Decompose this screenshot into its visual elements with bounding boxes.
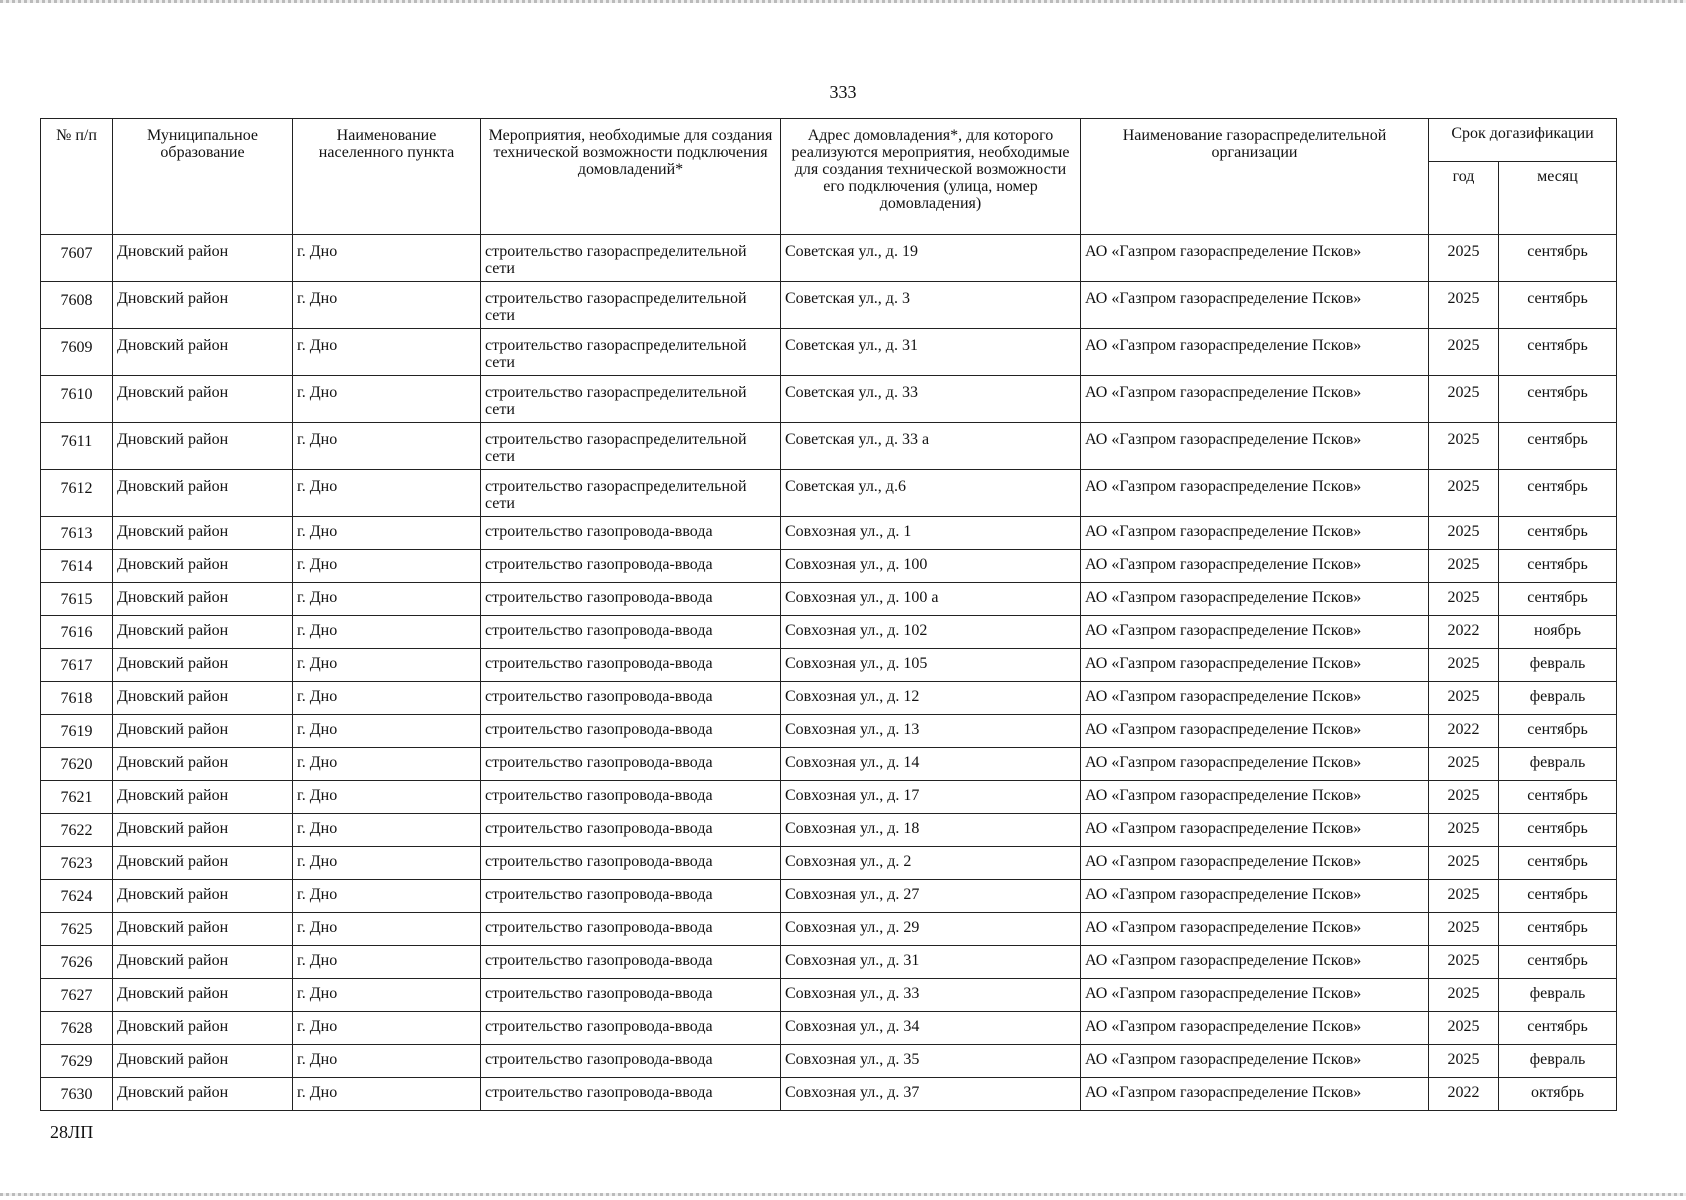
cell-address: Совхозная ул., д. 12 (781, 682, 1081, 715)
header-year: год (1429, 162, 1499, 235)
cell-month: октябрь (1499, 1078, 1617, 1111)
cell-year: 2025 (1429, 1012, 1499, 1045)
cell-municipality: Дновский район (113, 715, 293, 748)
cell-settlement: г. Дно (293, 781, 481, 814)
header-address: Адрес домовладения*, для которого реализуются мероприятия, необходимые для создания технической возможности его подключения (улица, номер домовладения) (781, 119, 1081, 235)
cell-num: 7621 (41, 781, 113, 814)
cell-measure: строительство газопровода-ввода (481, 880, 781, 913)
cell-year: 2025 (1429, 847, 1499, 880)
cell-organization: АО «Газпром газораспределение Псков» (1081, 649, 1429, 682)
cell-month: сентябрь (1499, 913, 1617, 946)
cell-organization: АО «Газпром газораспределение Псков» (1081, 1012, 1429, 1045)
cell-municipality: Дновский район (113, 748, 293, 781)
header-municipality: Муниципальное образование (113, 119, 293, 235)
cell-settlement: г. Дно (293, 470, 481, 517)
cell-municipality: Дновский район (113, 376, 293, 423)
cell-measure: строительство газопровода-ввода (481, 1045, 781, 1078)
table-row (41, 376, 1617, 423)
cell-month: сентябрь (1499, 550, 1617, 583)
cell-organization: АО «Газпром газораспределение Псков» (1081, 517, 1429, 550)
cell-municipality: Дновский район (113, 682, 293, 715)
cell-year: 2025 (1429, 880, 1499, 913)
table-row (41, 329, 1617, 376)
cell-organization: АО «Газпром газораспределение Псков» (1081, 748, 1429, 781)
cell-measure: строительство газопровода-ввода (481, 814, 781, 847)
cell-measure: строительство газопровода-ввода (481, 913, 781, 946)
cell-year: 2025 (1429, 682, 1499, 715)
cell-year: 2025 (1429, 649, 1499, 682)
cell-num: 7627 (41, 979, 113, 1012)
cell-month: сентябрь (1499, 235, 1617, 282)
cell-municipality: Дновский район (113, 329, 293, 376)
cell-num: 7624 (41, 880, 113, 913)
cell-address: Советская ул., д. 19 (781, 235, 1081, 282)
cell-organization: АО «Газпром газораспределение Псков» (1081, 682, 1429, 715)
cell-measure: строительство газораспределительной сети (481, 423, 781, 470)
cell-year: 2025 (1429, 550, 1499, 583)
cell-year: 2025 (1429, 470, 1499, 517)
cell-num: 7613 (41, 517, 113, 550)
cell-measure: строительство газораспределительной сети (481, 282, 781, 329)
cell-settlement: г. Дно (293, 583, 481, 616)
cell-num: 7618 (41, 682, 113, 715)
cell-year: 2025 (1429, 913, 1499, 946)
cell-month: сентябрь (1499, 715, 1617, 748)
cell-settlement: г. Дно (293, 550, 481, 583)
footer-code: 28ЛП (50, 1122, 94, 1142)
cell-measure: строительство газораспределительной сети (481, 329, 781, 376)
cell-municipality: Дновский район (113, 1078, 293, 1111)
cell-organization: АО «Газпром газораспределение Псков» (1081, 1078, 1429, 1111)
cell-settlement: г. Дно (293, 649, 481, 682)
cell-month: сентябрь (1499, 814, 1617, 847)
cell-measure: строительство газопровода-ввода (481, 781, 781, 814)
cell-settlement: г. Дно (293, 329, 481, 376)
cell-municipality: Дновский район (113, 979, 293, 1012)
cell-month: сентябрь (1499, 583, 1617, 616)
table-row (41, 235, 1617, 282)
scan-edge-top (0, 0, 1686, 3)
cell-address: Советская ул., д. 31 (781, 329, 1081, 376)
cell-settlement: г. Дно (293, 282, 481, 329)
cell-municipality: Дновский район (113, 423, 293, 470)
cell-num: 7617 (41, 649, 113, 682)
cell-measure: строительство газопровода-ввода (481, 649, 781, 682)
cell-year: 2025 (1429, 1045, 1499, 1078)
cell-settlement: г. Дно (293, 1078, 481, 1111)
cell-num: 7611 (41, 423, 113, 470)
table-row (41, 550, 1617, 583)
cell-num: 7625 (41, 913, 113, 946)
cell-organization: АО «Газпром газораспределение Псков» (1081, 583, 1429, 616)
table-row (41, 880, 1617, 913)
cell-measure: строительство газопровода-ввода (481, 715, 781, 748)
cell-month: сентябрь (1499, 847, 1617, 880)
cell-address: Совхозная ул., д. 14 (781, 748, 1081, 781)
cell-year: 2025 (1429, 583, 1499, 616)
cell-month: сентябрь (1499, 517, 1617, 550)
cell-month: сентябрь (1499, 329, 1617, 376)
header-month: месяц (1499, 162, 1617, 235)
cell-organization: АО «Газпром газораспределение Псков» (1081, 329, 1429, 376)
cell-municipality: Дновский район (113, 847, 293, 880)
cell-month: сентябрь (1499, 376, 1617, 423)
cell-num: 7626 (41, 946, 113, 979)
cell-month: февраль (1499, 979, 1617, 1012)
table-row (41, 282, 1617, 329)
cell-address: Совхозная ул., д. 100 (781, 550, 1081, 583)
header-organization: Наименование газораспределительной организации (1081, 119, 1429, 235)
cell-address: Совхозная ул., д. 34 (781, 1012, 1081, 1045)
table-row (41, 470, 1617, 517)
cell-num: 7609 (41, 329, 113, 376)
cell-num: 7615 (41, 583, 113, 616)
cell-address: Совхозная ул., д. 17 (781, 781, 1081, 814)
cell-municipality: Дновский район (113, 781, 293, 814)
cell-settlement: г. Дно (293, 847, 481, 880)
cell-month: ноябрь (1499, 616, 1617, 649)
cell-measure: строительство газопровода-ввода (481, 979, 781, 1012)
cell-num: 7610 (41, 376, 113, 423)
cell-organization: АО «Газпром газораспределение Псков» (1081, 847, 1429, 880)
cell-municipality: Дновский район (113, 616, 293, 649)
table-row (41, 979, 1617, 1012)
cell-month: сентябрь (1499, 470, 1617, 517)
cell-address: Совхозная ул., д. 35 (781, 1045, 1081, 1078)
cell-settlement: г. Дно (293, 1012, 481, 1045)
cell-organization: АО «Газпром газораспределение Псков» (1081, 781, 1429, 814)
cell-address: Совхозная ул., д. 105 (781, 649, 1081, 682)
cell-address: Советская ул., д.6 (781, 470, 1081, 517)
cell-measure: строительство газопровода-ввода (481, 550, 781, 583)
cell-organization: АО «Газпром газораспределение Псков» (1081, 1045, 1429, 1078)
cell-municipality: Дновский район (113, 946, 293, 979)
cell-address: Советская ул., д. 33 (781, 376, 1081, 423)
table-row (41, 616, 1617, 649)
table-row (41, 781, 1617, 814)
cell-year: 2025 (1429, 781, 1499, 814)
cell-organization: АО «Газпром газораспределение Псков» (1081, 550, 1429, 583)
cell-measure: строительство газопровода-ввода (481, 583, 781, 616)
cell-organization: АО «Газпром газораспределение Псков» (1081, 423, 1429, 470)
cell-measure: строительство газопровода-ввода (481, 847, 781, 880)
cell-year: 2025 (1429, 946, 1499, 979)
cell-month: сентябрь (1499, 781, 1617, 814)
cell-settlement: г. Дно (293, 979, 481, 1012)
cell-num: 7608 (41, 282, 113, 329)
cell-measure: строительство газораспределительной сети (481, 470, 781, 517)
cell-measure: строительство газопровода-ввода (481, 517, 781, 550)
cell-year: 2025 (1429, 979, 1499, 1012)
cell-municipality: Дновский район (113, 880, 293, 913)
cell-year: 2022 (1429, 715, 1499, 748)
cell-address: Совхозная ул., д. 33 (781, 979, 1081, 1012)
cell-municipality: Дновский район (113, 282, 293, 329)
cell-municipality: Дновский район (113, 649, 293, 682)
cell-month: сентябрь (1499, 282, 1617, 329)
cell-year: 2022 (1429, 616, 1499, 649)
cell-settlement: г. Дно (293, 235, 481, 282)
cell-organization: АО «Газпром газораспределение Псков» (1081, 880, 1429, 913)
cell-num: 7616 (41, 616, 113, 649)
cell-month: февраль (1499, 649, 1617, 682)
cell-organization: АО «Газпром газораспределение Псков» (1081, 913, 1429, 946)
cell-municipality: Дновский район (113, 235, 293, 282)
cell-organization: АО «Газпром газораспределение Псков» (1081, 616, 1429, 649)
header-measures: Мероприятия, необходимые для создания технической возможности подключения домовладений* (481, 119, 781, 235)
cell-year: 2025 (1429, 748, 1499, 781)
cell-municipality: Дновский район (113, 1012, 293, 1045)
table-row (41, 715, 1617, 748)
cell-month: февраль (1499, 682, 1617, 715)
cell-year: 2025 (1429, 376, 1499, 423)
cell-address: Совхозная ул., д. 31 (781, 946, 1081, 979)
header-deadline: Срок догазификации (1429, 119, 1617, 162)
table-row (41, 649, 1617, 682)
cell-settlement: г. Дно (293, 946, 481, 979)
cell-organization: АО «Газпром газораспределение Псков» (1081, 715, 1429, 748)
table-row (41, 583, 1617, 616)
cell-settlement: г. Дно (293, 715, 481, 748)
cell-num: 7629 (41, 1045, 113, 1078)
cell-measure: строительство газораспределительной сети (481, 376, 781, 423)
cell-organization: АО «Газпром газораспределение Псков» (1081, 979, 1429, 1012)
cell-measure: строительство газораспределительной сети (481, 235, 781, 282)
cell-num: 7619 (41, 715, 113, 748)
cell-settlement: г. Дно (293, 913, 481, 946)
cell-organization: АО «Газпром газораспределение Псков» (1081, 470, 1429, 517)
cell-year: 2025 (1429, 329, 1499, 376)
page-number: 333 (829, 82, 857, 102)
cell-year: 2025 (1429, 235, 1499, 282)
table-row (41, 1045, 1617, 1078)
cell-municipality: Дновский район (113, 517, 293, 550)
cell-address: Совхозная ул., д. 27 (781, 880, 1081, 913)
cell-address: Совхозная ул., д. 1 (781, 517, 1081, 550)
table-row (41, 1012, 1617, 1045)
table-row (41, 946, 1617, 979)
cell-measure: строительство газопровода-ввода (481, 1078, 781, 1111)
cell-organization: АО «Газпром газораспределение Псков» (1081, 376, 1429, 423)
cell-measure: строительство газопровода-ввода (481, 748, 781, 781)
cell-year: 2025 (1429, 517, 1499, 550)
cell-year: 2025 (1429, 814, 1499, 847)
header-num: № п/п (41, 119, 113, 235)
cell-address: Совхозная ул., д. 29 (781, 913, 1081, 946)
cell-measure: строительство газопровода-ввода (481, 1012, 781, 1045)
cell-year: 2025 (1429, 282, 1499, 329)
cell-settlement: г. Дно (293, 1045, 481, 1078)
header-settlement: Наименование населенного пункта (293, 119, 481, 235)
cell-month: сентябрь (1499, 880, 1617, 913)
table-row (41, 423, 1617, 470)
table-row (41, 814, 1617, 847)
cell-month: сентябрь (1499, 423, 1617, 470)
cell-num: 7607 (41, 235, 113, 282)
cell-num: 7623 (41, 847, 113, 880)
cell-settlement: г. Дно (293, 748, 481, 781)
cell-num: 7614 (41, 550, 113, 583)
cell-measure: строительство газопровода-ввода (481, 616, 781, 649)
cell-address: Совхозная ул., д. 13 (781, 715, 1081, 748)
cell-month: сентябрь (1499, 1012, 1617, 1045)
cell-address: Советская ул., д. 33 а (781, 423, 1081, 470)
cell-municipality: Дновский район (113, 550, 293, 583)
table-row (41, 913, 1617, 946)
cell-settlement: г. Дно (293, 423, 481, 470)
cell-organization: АО «Газпром газораспределение Псков» (1081, 282, 1429, 329)
table-row (41, 847, 1617, 880)
cell-address: Совхозная ул., д. 100 а (781, 583, 1081, 616)
cell-organization: АО «Газпром газораспределение Псков» (1081, 946, 1429, 979)
table-row (41, 682, 1617, 715)
cell-year: 2025 (1429, 423, 1499, 470)
gasification-table (40, 118, 1617, 1111)
cell-settlement: г. Дно (293, 616, 481, 649)
cell-settlement: г. Дно (293, 814, 481, 847)
cell-settlement: г. Дно (293, 376, 481, 423)
cell-municipality: Дновский район (113, 583, 293, 616)
table-body (41, 235, 1617, 1111)
cell-settlement: г. Дно (293, 880, 481, 913)
cell-address: Совхозная ул., д. 2 (781, 847, 1081, 880)
cell-num: 7622 (41, 814, 113, 847)
cell-month: февраль (1499, 748, 1617, 781)
cell-municipality: Дновский район (113, 814, 293, 847)
cell-num: 7612 (41, 470, 113, 517)
table-row (41, 517, 1617, 550)
cell-organization: АО «Газпром газораспределение Псков» (1081, 235, 1429, 282)
cell-address: Советская ул., д. 3 (781, 282, 1081, 329)
cell-num: 7630 (41, 1078, 113, 1111)
cell-settlement: г. Дно (293, 517, 481, 550)
cell-year: 2022 (1429, 1078, 1499, 1111)
table-row (41, 748, 1617, 781)
cell-settlement: г. Дно (293, 682, 481, 715)
cell-municipality: Дновский район (113, 1045, 293, 1078)
cell-municipality: Дновский район (113, 913, 293, 946)
cell-address: Совхозная ул., д. 37 (781, 1078, 1081, 1111)
table-row (41, 1078, 1617, 1111)
cell-month: сентябрь (1499, 946, 1617, 979)
cell-organization: АО «Газпром газораспределение Псков» (1081, 814, 1429, 847)
table-header-row (41, 119, 1617, 162)
cell-month: февраль (1499, 1045, 1617, 1078)
cell-measure: строительство газопровода-ввода (481, 946, 781, 979)
cell-num: 7628 (41, 1012, 113, 1045)
scan-edge-bottom (0, 1193, 1686, 1196)
cell-address: Совхозная ул., д. 18 (781, 814, 1081, 847)
cell-num: 7620 (41, 748, 113, 781)
cell-municipality: Дновский район (113, 470, 293, 517)
cell-address: Совхозная ул., д. 102 (781, 616, 1081, 649)
cell-measure: строительство газопровода-ввода (481, 682, 781, 715)
